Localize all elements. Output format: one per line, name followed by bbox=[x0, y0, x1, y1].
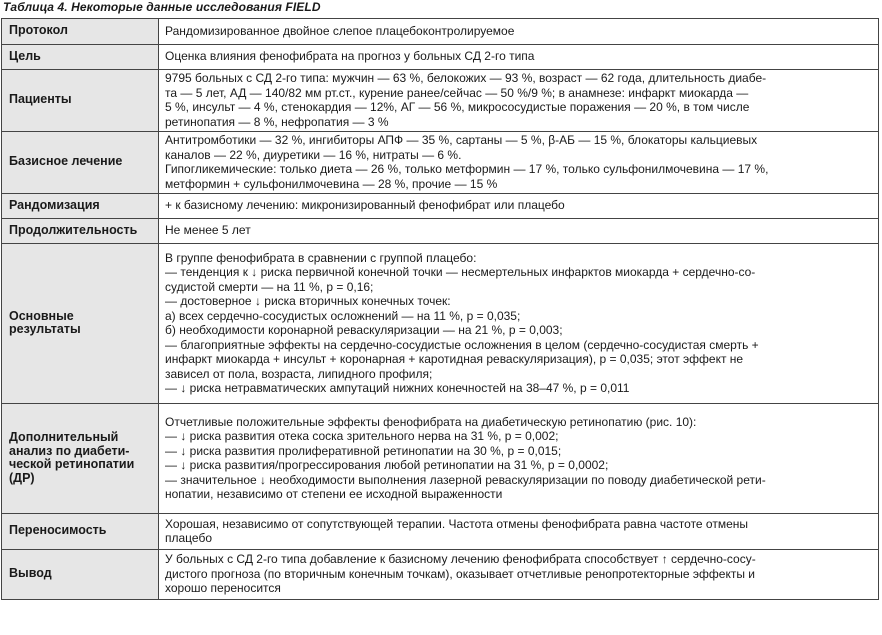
value-line: Не менее 5 лет bbox=[165, 223, 251, 238]
value-line: Гипогликемические: только диета — 26 %, только метформин — 17 %, только сульфонилмочевина — 17 %, bbox=[165, 162, 769, 176]
table-row bbox=[2, 404, 879, 514]
table-row bbox=[2, 244, 879, 404]
row-label: Рандомизация bbox=[2, 194, 159, 219]
value-line: а) всех сердечно-сосудистых осложнений — на 11 %, р = 0,035; bbox=[165, 308, 521, 323]
field-study-table bbox=[1, 18, 879, 600]
row-value bbox=[159, 404, 879, 514]
row-label: Цель bbox=[2, 45, 159, 70]
table-row bbox=[2, 514, 879, 550]
table-caption: Таблица 4. Некоторые данные исследования FIELD bbox=[3, 0, 321, 14]
value-line: — тенденция к ↓ риска первичной конечной точки — несмертельных инфарктов миокарда + сердечно-со- bbox=[165, 265, 756, 279]
row-label: Протокол bbox=[2, 19, 159, 45]
value-line: б) необходимости коронарной реваскуляризации — на 21 %, р = 0,003; bbox=[165, 323, 563, 337]
value-line: 9795 больных с СД 2-го типа: мужчин — 63 %, белокожих — 93 %, возраст — 62 года, длительность диабе- bbox=[165, 71, 767, 85]
table-row bbox=[2, 132, 879, 194]
row-value bbox=[159, 19, 879, 45]
value-line: В группе фенофибрата в сравнении с группой плацебо: bbox=[165, 250, 477, 265]
value-line: хорошо переносится bbox=[165, 581, 281, 596]
value-line: ретинопатия — 8 %, нефропатия — 3 % bbox=[165, 114, 389, 129]
value-line: — ↓ риска развития пролиферативной ретинопатии на 30 %, р = 0,015; bbox=[165, 443, 562, 458]
row-label: Дополнительный анализ по диабети- ческой ретинопатии (ДР) bbox=[2, 404, 159, 514]
value-line: + к базисному лечению: микронизированный фенофибрат или плацебо bbox=[165, 198, 565, 213]
value-line: Отчетливые положительные эффекты фенофибрата на диабетическую ретинопатию (рис. 10): bbox=[165, 414, 697, 429]
table-row bbox=[2, 45, 879, 70]
row-value bbox=[159, 219, 879, 244]
value-line: — ↓ риска развития отека соска зрительного нерва на 31 %, р = 0,002; bbox=[165, 429, 559, 443]
value-line: — благоприятные эффекты на сердечно-сосудистые осложнения в целом (сердечно-сосудистая смерть + bbox=[165, 337, 759, 352]
row-value bbox=[159, 70, 879, 132]
value-line: 5 %, инсульт — 4 %, стенокардия — 12%, АГ — 56 %, микрососудистые поражения — 20 %, в том числе bbox=[165, 100, 750, 114]
row-label: Основные результаты bbox=[2, 244, 159, 404]
value-line: Антитромботики — 32 %, ингибиторы АПФ — 35 %, сартаны — 5 %, β-АБ — 15 %, блокаторы кальциевых bbox=[165, 133, 758, 147]
table-row bbox=[2, 550, 879, 600]
row-label: Базисное лечение bbox=[2, 132, 159, 194]
value-line: — достоверное ↓ риска вторичных конечных точек: bbox=[165, 294, 451, 308]
value-line: плацебо bbox=[165, 531, 212, 545]
row-value bbox=[159, 45, 879, 70]
row-value bbox=[159, 514, 879, 550]
row-label: Переносимость bbox=[2, 514, 159, 550]
value-line: — значительное ↓ необходимости выполнения лазерной реваскуляризации по поводу диабетической рети- bbox=[165, 472, 766, 487]
value-line: метформин + сульфонилмочевина — 28 %, прочие — 15 % bbox=[165, 176, 498, 191]
row-value bbox=[159, 194, 879, 219]
value-line: нопатии, независимо от степени ее исходной выраженности bbox=[165, 487, 503, 501]
value-line: Рандомизированное двойное слепое плацебоконтролируемое bbox=[165, 23, 515, 38]
value-line: инфаркт миокарда + инсульт + коронарная + каротидная реваскуляризация), р = 0,035; этот эффект не bbox=[165, 352, 744, 366]
value-line: дистого прогноза (по вторичным конечным точкам), оказывает отчетливые ренопротекторные эффекты и bbox=[165, 566, 756, 581]
table-row bbox=[2, 194, 879, 219]
row-value bbox=[159, 244, 879, 404]
value-line: — ↓ риска развития/прогрессирования любой ретинопатии на 31 %, р = 0,0002; bbox=[165, 458, 609, 472]
row-label: Вывод bbox=[2, 550, 159, 600]
table-row bbox=[2, 219, 879, 244]
row-label: Продолжительность bbox=[2, 219, 159, 244]
value-line: каналов — 22 %, диуретики — 16 %, нитраты — 6 %. bbox=[165, 147, 462, 162]
value-line: У больных с СД 2-го типа добавление к базисному лечению фенофибрата способствует ↑ сердечно-сосу- bbox=[165, 552, 756, 567]
row-label: Пациенты bbox=[2, 70, 159, 132]
value-line: зависел от пола, возраста, липидного профиля; bbox=[165, 366, 433, 381]
row-value bbox=[159, 132, 879, 194]
value-line: судистой смерти — на 11 %, р = 0,16; bbox=[165, 279, 374, 294]
value-line: Хорошая, независимо от сопутствующей терапии. Частота отмены фенофибрата равна частоте отмены bbox=[165, 516, 749, 531]
value-line: та — 5 лет, АД — 140/82 мм рт.ст., курение ранее/сейчас — 50 %/9 %; в анамнезе: инфаркт миокарда — bbox=[165, 85, 749, 100]
table-row bbox=[2, 19, 879, 45]
row-value bbox=[159, 550, 879, 600]
table-row bbox=[2, 70, 879, 132]
value-line: — ↓ риска нетравматических ампутаций нижних конечностей на 38–47 %, р = 0,011 bbox=[165, 381, 630, 395]
value-line: Оценка влияния фенофибрата на прогноз у больных СД 2-го типа bbox=[165, 49, 535, 64]
